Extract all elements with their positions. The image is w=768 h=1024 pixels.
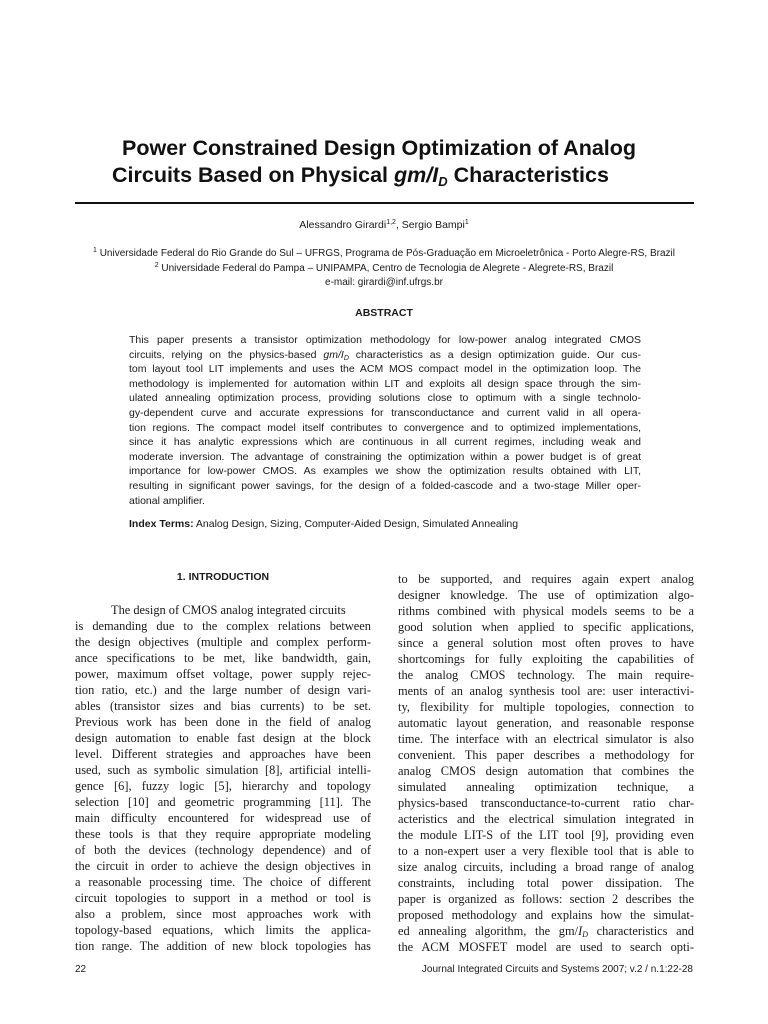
- intro-right-line: acteristics and the electrical simulation integrated in: [398, 812, 694, 826]
- intro-left-line: used, such as symbolic simulation [8], artificial intelli-: [75, 763, 371, 777]
- intro-left-line: also a problem, since most approaches work with: [75, 907, 371, 921]
- author-list: Alessandro Girardi$^{1,2}$, Sergio Bampi$^1$: [299, 219, 469, 231]
- intro-right-line: proposed methodology and explains how the simulat-: [398, 908, 694, 922]
- intro-left-line: ance specifications to be met, like bandwidth, gain,: [75, 651, 371, 665]
- intro-left-line: design automation to enable fast design at the block: [75, 731, 371, 745]
- abstract-line: circuits, relying on the physics-based $gm/I_D$ characteristics as a design optimization guide. Our cus-: [129, 348, 641, 362]
- intro-left-line: tion ratio, etc.) and the large number of design vari-: [75, 683, 371, 697]
- intro-right-line: the module LIT-S of the LIT tool [9], providing even: [398, 828, 694, 842]
- author-email: e-mail: girardi@inf.ufrgs.br: [325, 277, 443, 288]
- abstract-line: This paper presents a transistor optimization methodology for low-power analog integrated CMOS: [129, 334, 641, 346]
- intro-left-line: Previous work has been done in the field of analog: [75, 715, 371, 729]
- affiliation-1: $^1$ Universidade Federal do Rio Grande do Sul – UFRGS, Programa de Pós-Graduação em Microeletrônica - Porto Alegre-RS, Brazil: [93, 247, 675, 259]
- index-terms: Index Terms: Analog Design, Sizing, Computer-Aided Design, Simulated Annealing: [129, 518, 519, 530]
- intro-right-line: shortcomings for fully exploiting the capabilities of: [398, 652, 694, 666]
- intro-left-line: topology-based equations, which limits the applica-: [75, 923, 371, 937]
- intro-left-line: The design of CMOS analog integrated circuits: [111, 603, 346, 617]
- intro-right-line: ments of an analog synthesis tool are: user interactivi-: [398, 684, 694, 698]
- author-2: Sergio Bampi: [401, 219, 465, 231]
- intro-right-line: automatic layout generation, and reasonable response: [398, 716, 694, 730]
- affiliation-2: $^2$ Universidade Federal do Pampa – UNIPAMPA, Centro de Tecnologia de Alegrete - Alegrete-RS, Brazil: [154, 262, 614, 274]
- abstract-line: ational amplifier.: [129, 494, 205, 507]
- intro-right-line: physics-based transconductance-to-current ratio char-: [398, 796, 694, 810]
- paper-title: [112, 135, 712, 189]
- abstract-line: moderate inversion. The advantage of constraining the optimization within a power budget is of great: [129, 450, 641, 463]
- intro-right-line: ty, flexibility for multiple topologies, connection to: [398, 700, 694, 714]
- intro-left-line: these tools is that they require appropriate modeling: [75, 827, 371, 841]
- intro-left-line: a reasonable processing time. The choice of different: [75, 875, 371, 889]
- abstract-line: since it has analytic expressions which are continuous in all current regimes, including weak and: [129, 436, 641, 449]
- intro-right-line: time. The interface with an electrical simulator is also: [398, 732, 694, 746]
- abstract-body: [129, 333, 641, 508]
- intro-left-line: tion range. The addition of new block topologies has: [75, 939, 371, 953]
- intro-right-line: paper is organized as follows: section 2 describes the: [398, 892, 694, 906]
- intro-left-line: ables (transistor sizes and bias currents) to be set.: [75, 699, 371, 713]
- journal-citation: Journal Integrated Circuits and Systems 2007; v.2 / n.1:22-28: [421, 964, 693, 975]
- intro-left-line: selection [10] and geometric programming [11]. The: [75, 795, 371, 809]
- abstract-line: importance for low-power CMOS. As examples we show the optimization results obtained with LIT,: [129, 465, 641, 478]
- intro-right-line: since a general solution most often proves to have: [398, 636, 694, 650]
- intro-right-column: [398, 571, 694, 955]
- intro-right-line: the ACM MOSFET model are used to search opti-: [398, 940, 694, 954]
- intro-left-line: is demanding due to the complex relations between: [75, 619, 371, 633]
- intro-right-line: analog CMOS design automation that combines the: [398, 764, 694, 778]
- intro-right-line: to a non-expert user a very flexible tool that is able to: [398, 844, 694, 858]
- intro-left-line: of both the devices (technology dependence) and of: [75, 843, 371, 857]
- intro-left-line: the design objectives (multiple and complex perform-: [75, 635, 371, 649]
- abstract-heading: ABSTRACT: [355, 307, 413, 319]
- intro-right-line: ed annealing algorithm, the $gm/I_D$ characteristics and: [398, 924, 694, 939]
- intro-left-line: gence [6], fuzzy logic [5], hierarchy and topology: [75, 779, 371, 793]
- intro-right-line: to be supported, and requires again expert analog: [398, 572, 694, 586]
- intro-right-line: rithms combined with physical models seems to be a: [398, 604, 694, 618]
- author-1: Alessandro Girardi: [299, 219, 387, 231]
- intro-right-line: constraints, including total power dissipation. The: [398, 876, 694, 890]
- intro-left-line: the circuit in order to achieve the design objectives in: [75, 859, 371, 873]
- title-rule: [75, 202, 694, 204]
- intro-right-line: good solution when applied to specific applications,: [398, 620, 694, 634]
- abstract-line: gy-dependent curve and accurate expressions for transconductance and current valid in all opera-: [129, 406, 641, 419]
- intro-left-line: main difficulty encountered for widespread use of: [75, 811, 371, 825]
- intro-left-line: power, maximum offset voltage, power supply rejec-: [75, 667, 371, 681]
- abstract-line: methodology is implemented for automation within LIT and exploits all design space through the sim-: [129, 377, 641, 390]
- intro-left-line: circuit topologies to support in a method or tool is: [75, 891, 371, 905]
- abstract-line: resulting in significant power savings, for the design of a folded-cascode and a two-stage Miller oper-: [129, 479, 641, 492]
- intro-right-line: size analog circuits, including a broad range of analog: [398, 860, 694, 874]
- intro-right-line: designer knowledge. The use of optimization algo-: [398, 588, 694, 602]
- intro-right-line: the analog CMOS technology. The main require-: [398, 668, 694, 682]
- intro-right-line: convenient. This paper describes a methodology for: [398, 748, 694, 762]
- abstract-line: tion regions. The compact model itself contributes to convergence and to optimized implementations,: [129, 421, 641, 434]
- intro-right-line: simulated annealing optimization technique, a: [398, 780, 694, 794]
- title-line-1: Power Constrained Design Optimization of Analog: [122, 136, 637, 160]
- title-line-2: Circuits Based on Physical $gm/I_D$ Characteristics: [112, 163, 609, 189]
- intro-left-column: [75, 602, 371, 954]
- intro-left-line: level. Different strategies and approaches have been: [75, 747, 371, 761]
- section-heading-introduction: 1. INTRODUCTION: [176, 571, 270, 583]
- abstract-line: tom layout tool LIT implements and uses the ACM MOS compact model in the optimization loop. The: [129, 363, 641, 376]
- abstract-line: ulated annealing optimization process, providing solutions close to optimum with a single technolo-: [129, 392, 641, 405]
- page-number: 22: [75, 964, 87, 975]
